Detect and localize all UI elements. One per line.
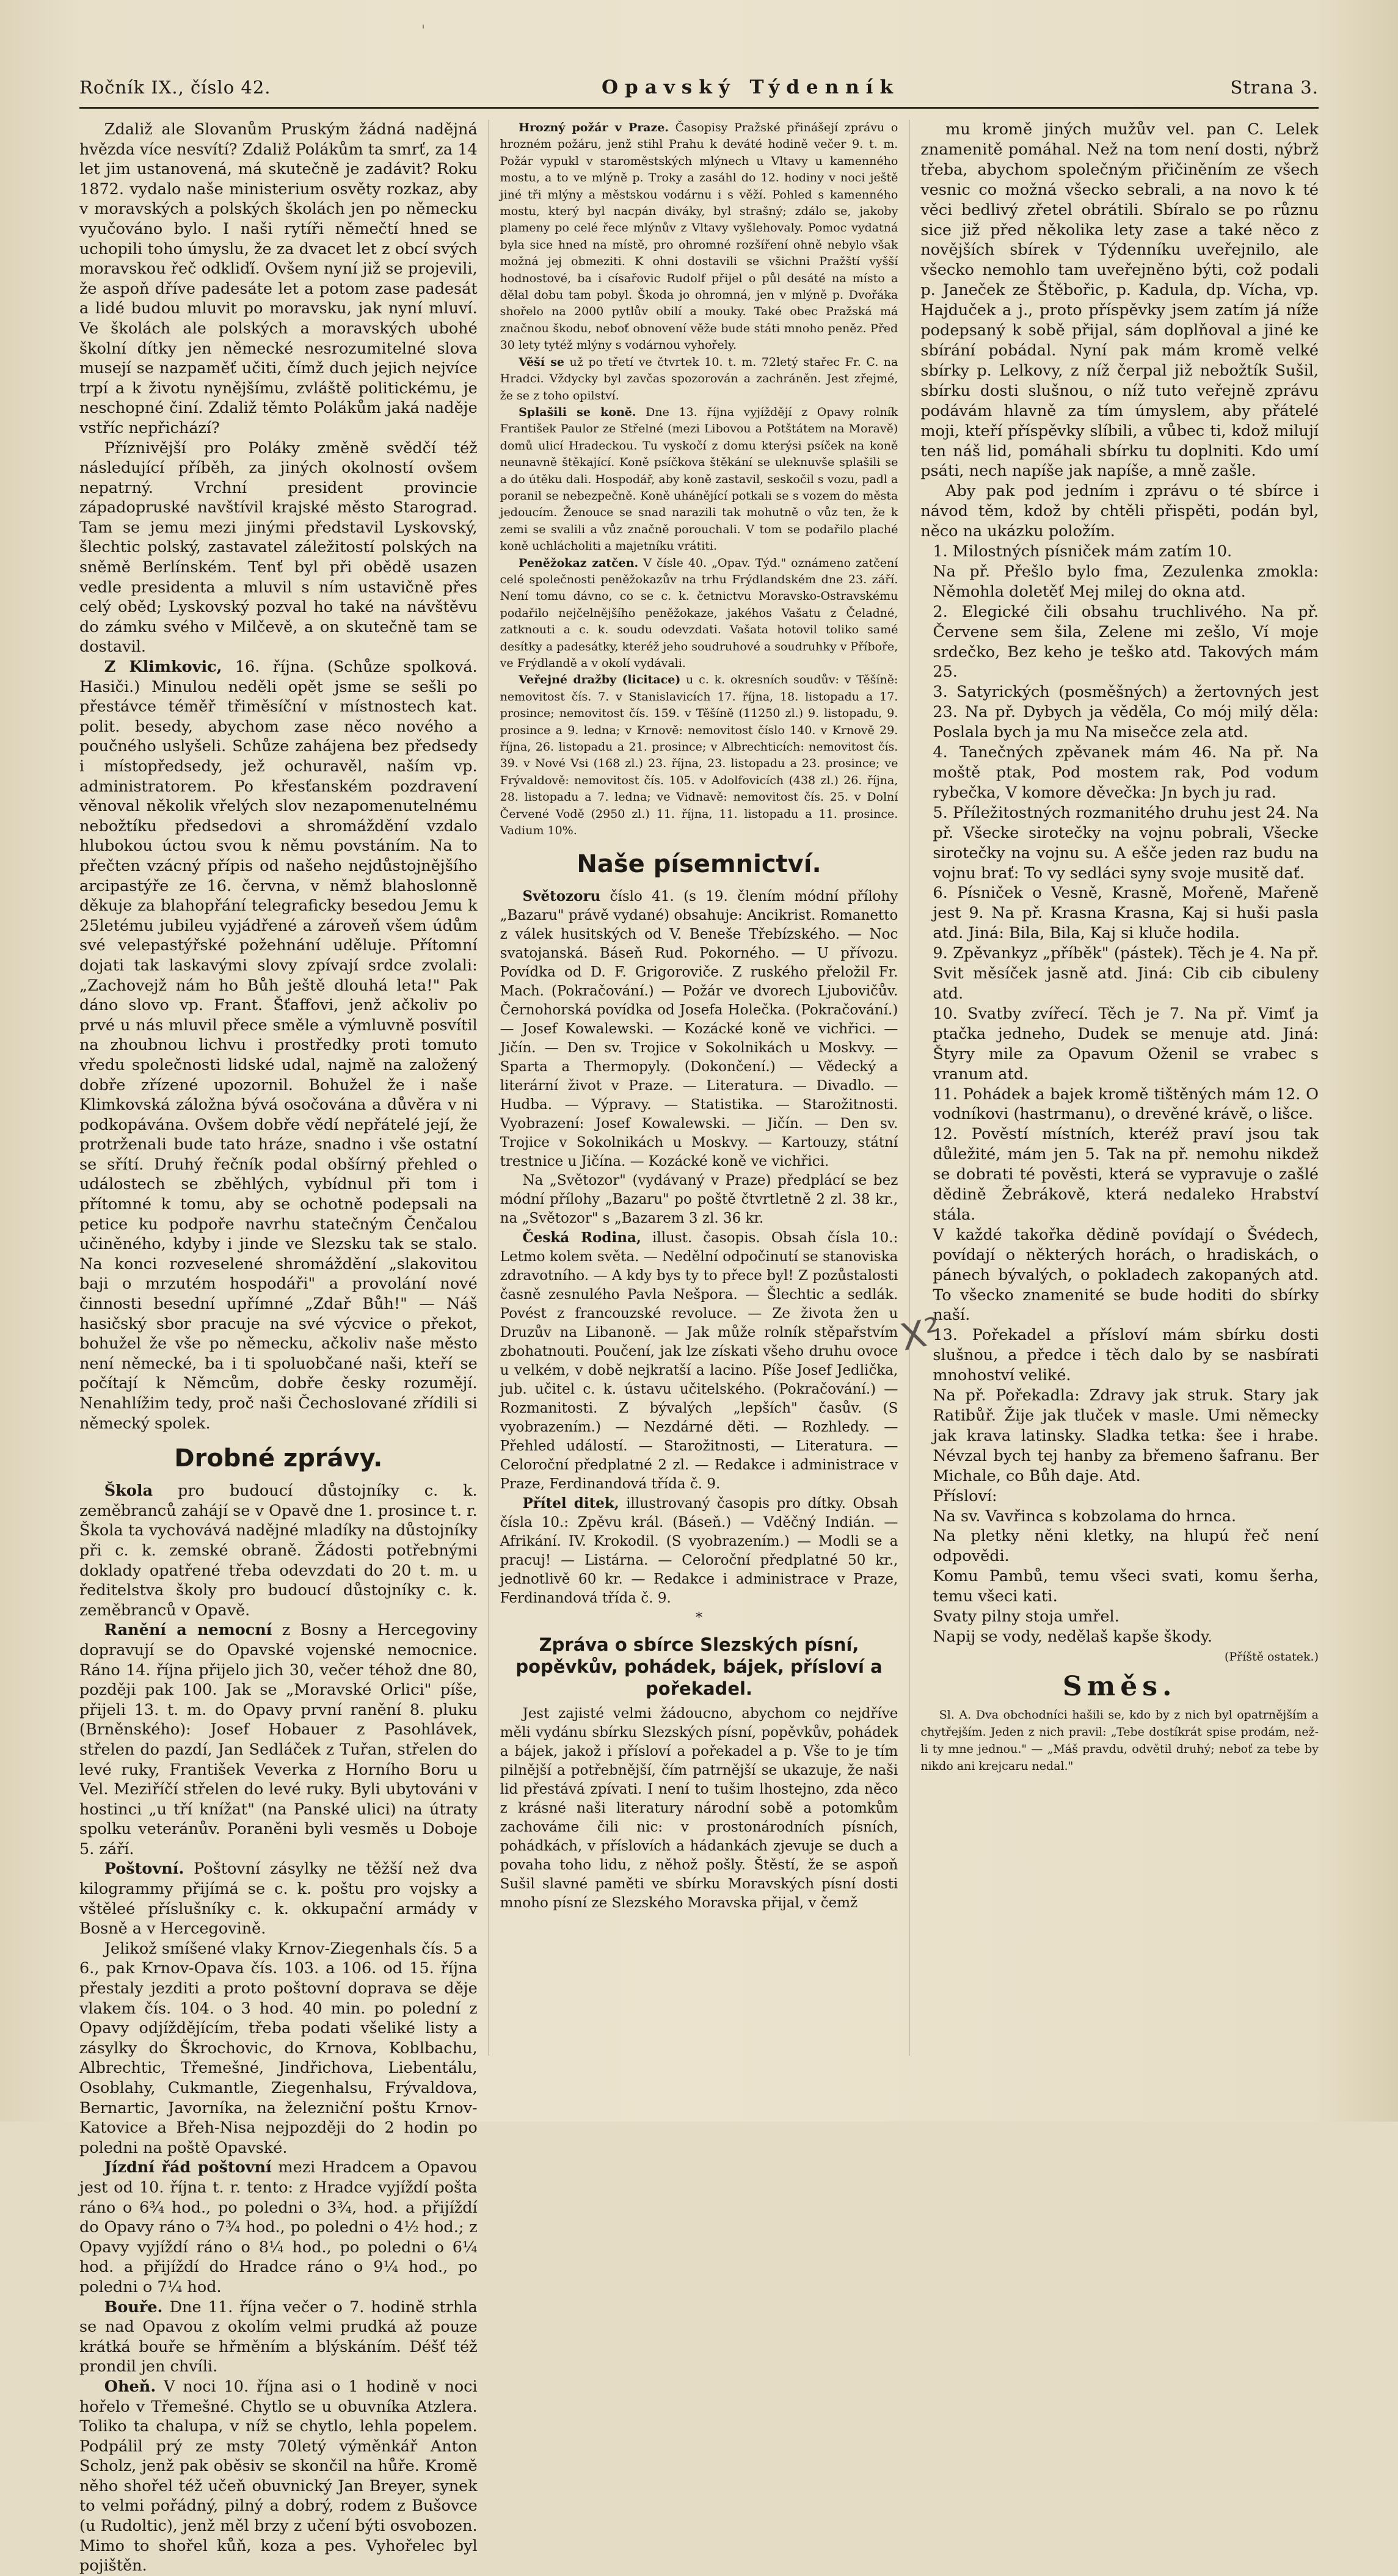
news-text: Na „Světozor" (vydávaný v Praze) předplácí se bez módní přílohy „Bazaru" po poště čtvrtletně 2 zl. 38 kr., na „Světozor" s „Bazarem 3 zl. 36 kr.: [500, 1173, 898, 1227]
news-lead: Poštovní.: [104, 1860, 184, 1879]
list-item: 12. Pověstí místních, kteréž praví jsou tak důležité, mám jen 5. Tak na př. nemohu nikdež se dobrati té pověsti, která se vypravuje o zašlé dědině Žebrákově, která nedaleko Hrabství stála.: [933, 1125, 1319, 1224]
news-text: illustrovaný časopis pro dítky. Obsah čísla 10.: Zpěvu král. (Báseň.) — Vděčný Indián. — Afrikání. IV. Krokodil. (S vyobrazením.) — Modli se a pracuj! — Listárna. — Celoroční předplatné 50 kr., jednotlivě 60 kr. — Redakce i administrace v Praze, Ferdinandová třída č. 9.: [500, 1496, 898, 1607]
list-item: Přísloví:: [933, 1486, 997, 1505]
news-lead: Bouře.: [104, 2298, 163, 2316]
corner-mark: ': [421, 23, 426, 38]
column-3: [909, 120, 1319, 2056]
news-lead: Věší se: [519, 355, 564, 369]
news-text: z Bosny a Hercegoviny dopravují se do Opavské vojenské nemocnice. Ráno 14. října přijelo jich 30, večer téhož dne 80, později pak 100. Jak se „Moravské Orlici" píše, přijeli 13. t. m. do Opavy první ranění 8. pluku (Brněnského): Josef Hobauer z Pasohlávek, střelen do pazdí, Jan Sedláček z Tuřan, střelen do levé ruky, František Veverka z Horního Boru u Vel. Meziříčí střelen do levé ruky. Byli ubytováni v hostinci „u tří knížat" (na Panské ulici) na útraty spolku veteránův. Poraněni byli vesměs u Doboje 5. září.: [79, 1621, 478, 1858]
news-lead: Přítel ditek,: [522, 1495, 619, 1512]
section-heading: Naše písemnictví.: [577, 850, 821, 879]
news-lead: Peněžokaz zatčen.: [519, 556, 639, 570]
list-item: 9. Zpěvankyz „příběk" (pástek). Těch je 4. Na př. Svit měsíček jasně atd. Jiná: Cib cib cibuleny atd.: [933, 944, 1319, 1003]
news-item: [79, 1481, 478, 1620]
news-item: [500, 404, 898, 555]
list-item: Svaty pilny stoja umřel.: [933, 1607, 1119, 1626]
news-item: [79, 2158, 478, 2297]
list-item: Na př. Pořekadla: Zdravy jak struk. Stary jak Ratibůř. Žije jak tluček v masle. Umi německy jak krava latinsky. Sladka tetka: šee i hrabe. Névzal bych tej hanby za břemeno šafranu. Ber Michale, co Bůh daje. Atd.: [933, 1386, 1319, 1485]
article-paragraph: Jest zajisté velmi žádoucno, abychom co nejdříve měli vydánu sbírku Slezských písní, popěvkův, pohádek a bájek, jakož i přísloví a pořekadel a p. Vše to je tím pilnější a potřebnější, čím patrnější se ukazuje, že naši lid přestává zpívati. I není to tušim lhostejno, zda něco z krásné naši literatury národní sobě a potomkům zachováme čili nic: v prostonárodních písních, pohádkách, v příslovích a hádankách zjevuje se duch a povaha toho lidu, z něhož pošly. Štěstí, že se aspoň Sušil slavné paměti ve sbírku Moravských písní dosti mnoho písní ze Slezského Moravska přijal, v čemž: [500, 1706, 898, 1912]
news-text: mezi Hradcem a Opavou jest od 10. října t. r. tento: z Hradce vyjíždí pošta ráno o 6¾ hod., po poledni o 3¾, hod. a přijíždí do Opavy ráno o 7¾ hod., po poledni o 4½ hod.; z Opavy vyjíždí ráno o 8¼ hod., po poledni o 6¼ hod. a přijíždí do Hradce ráno o 9¼ hod., po poledni o 7¼ hod.: [79, 2158, 478, 2296]
column-1: [79, 120, 478, 2575]
section-heading: Drobné zprávy.: [174, 1444, 383, 1473]
pencil-mark: X²: [897, 1309, 945, 1360]
news-item: [500, 354, 898, 404]
news-item: [79, 1620, 478, 1859]
list-item: 13. Pořekadel a přísloví mám sbírku dosti slušnou, a předce i těch dalo by se nasbírati mnohoství veliké.: [933, 1326, 1319, 1385]
page-number: Strana 3.: [1230, 77, 1319, 98]
news-item: [79, 2377, 478, 2576]
list-item: Na př. Přešlo bylo fma, Zezulenka zmokla: Němohla doletěť Mej milej do okna atd.: [933, 562, 1319, 601]
separator-star: *: [696, 1610, 702, 1626]
news-lead: Česká Rodina,: [522, 1229, 641, 1246]
news-lead: Škola: [104, 1482, 153, 1501]
list-item: Komu Pambů, temu všeci svati, komu šerha, temu všeci kati.: [933, 1567, 1319, 1606]
news-item: [500, 1171, 898, 1228]
news-item: [500, 1494, 898, 1608]
news-text: Poštovní zásylky ne těžší než dva kilogrammy přijímá se c. k. poštu pro vojsky a vštěleé příslušníky c. k. okkupační armády v Bosně a v Hercegovině.: [79, 1860, 478, 1938]
list-item: 1. Milostných písniček mám zatím 10.: [933, 542, 1232, 561]
news-item: [500, 1228, 898, 1494]
news-item: [500, 120, 898, 354]
section-heading: Zpráva o sbírce Slezských písní, popěvkův, pohádek, bájek, přísloví a pořekadel.: [515, 1634, 883, 1700]
masthead-title: Opavský Týdenník: [602, 76, 900, 98]
news-item: [500, 555, 898, 672]
news-lead: Splašili se koně.: [519, 405, 636, 419]
news-text: V noci 10. října asi o 1 hodině v noci hořelo v Třemešné. Chytlo se u obuvníka Atzlera. Toliko ta chalupa, v níž se chytlo, lehla popelem. Podpálil prý ze msty 70letý výměnkář Anton Scholz, jenž pak oběsiv se skončil na hůře. Kromě něho shořel též učeň obuvnický Jan Breyer, synek to velmi pořádný, pilný a dobrý, rodem z Bušovce (u Rudoltic), jenž měl brzy z učení býti osvobozen. Mimo to shořel kůň, koza a pes. Vyhořelec byl pojištěn.: [79, 2377, 478, 2575]
list-item: 2. Elegické čili obsahu truchlivého. Na př. Červene sem šila, Zelene mi zešlo, Ví moje srdečko, Bez keho je teško atd. Takových mám 25.: [933, 602, 1319, 682]
column-2: [489, 120, 898, 2056]
page-header: [79, 76, 1319, 109]
news-text: Časopisy Pražské přinášejí zprávu o hrozném požáru, jenž stihl Prahu k deváté hodině večer 9. t. m. Požár vypukl v staroměstských mlýnech u Vltavy u kamenného mostu, a to ve mlýně p. Troky a zasáhl do 12. hodiny v noci ještě jiné tři mlýny a městskou vodárnu i s věží. Pohled s kamenného mostu, který byl nacpán diváky, byl strašný; zdálo se, jakoby plameny po celé řece mlýnův z Vltavy vyšlehovaly. Pomoc vydatná byla sice hned na místě, pro ohromné rozšíření ohně nebylo však možná jej obmeziti. K ohni dostavili se všichni Pražští vyšší hodnostové, ba i císařovic Rudolf přijel o půl desáté na místo a dělal dobu tam pobyl. Škoda jo ohromná, jen v mlýně p. Dvořáka shořelo na 2000 pytlův obilí a mouky. Také obec Pražská má značnou škodu, neboť obnovení věže bude státi mnoho peněz. Před 30 lety tytéž mlýny s vodárnou vyhořely.: [500, 121, 898, 352]
list-item: 4. Tanečných zpěvanek mám 46. Na př. Na moště ptak, Pod mostem rak, Pod vodum rybečka, V komore děvečka: Jn bych ju rad.: [933, 743, 1319, 802]
news-text: Dne 11. října večer o 7. hodině strhla se nad Opavou z okolím velmi prudká až pouze krátká bouře se hřměním a blýskáním. Déšť též prondil jen chvíli.: [79, 2298, 478, 2376]
article-paragraph: Z Klimkovic, 16. října. (Schůze spolková. Hasiči.) Minulou neděli opět jsme se sešli po přestávce téměř třiměsíční v místnostech kat. polit. besedy, abychom zase něco nového a poučného uslyšeli. Schůze zahájena bez předsedy i místopředsedy, jež ochuravěl, naším vp. administratorem. Po křesťanském pozdravení věnoval několik vřelých slov nezapomenutelnému nebožtíku předsedovi a shromáždění vzdalo hlubokou úctou svou k němu povstáním. Na to přečten vzácný přípis od našeho nejdůstojnějšího arcipastýře ze 16. června, v němž blahoslonně děkuje za blahopřání telegraficky besedou Jemu k 25letému jubileu vyjádřené a zároveň všem údům své velepastýřské požehnání uděluje. Přítomní dojati tak laskavými slovy zpívají srdce zvolali: „Zachovejž nám ho Bůh ještě dlouhá leta!" Pak dáno slovo vp. Frant. Šťaffovi, jenž ačkoliv po prvé u nás mluvil přece směle a výmluvně posvítil na zhoubnou lichvu i prostředky proti tomuto vředu společnosti lidské udal, najmě na založený dobře zřízené upozornil. Bohužel že i naše Klimkovská záložna bývá osočována a důvěra v ni podkopávána. Ovšem dobře vědí nepřátelé její, že protrženali bude tato hráze, snadno i vše ostatní se sřítí. Druhý řečník podal obšírný přehled o událostech se zběhlých, vybídnul při tom i přítomné k tomu, aby se ochotně podepsali na petice ku podpoře navrhu statečným Čenčalou učiněného, kdyby i jinde ve Slezsku tak se stalo. Na konci rozveselené shromáždění „slakovitou baji o mrzutém hospodáři" a provolání nové činnosti besední upřímné „Zdař Bůh!" — Náš hasičský sbor pracuje na své výcvice o překot, bohužel že vše po německu, ačkoliv naše město není německé, ba i ti spoluobčané naši, kteří se počítají k Němcům, dobře česky rozumějí. Nenahlížim tedy, proč naši Čechoslované zřídili si německý spolek.: [79, 658, 478, 1433]
news-list: [500, 120, 898, 839]
list-item: Napij se vody, nedělaš kapše škody.: [933, 1627, 1213, 1646]
news-text: Dne 13. října vyjíždějí z Opavy rolník František Paulor ze Střelné (mezi Libovou a Potštátem na Moravě) domů ulicí Hradeckou. Tu vyskočí z domu kterýsi psíček na koně neunavně štěkající. Koně psíčkova štěkání se uleknuvše splašili se a do útěku dali. Hospodář, aby koně zastavil, seskočil s vozu, padl a poranil se nebezpečně. Koně uhánějící potkali se s vozem do města jedoucím. Ženouce se snad narazili tak mohutně o vůz ten, že k zemi se svalili a vůz značně porouchali. V tom se podařilo plaché koně uchlácholiti a majetníku vrátiti.: [500, 405, 898, 553]
collection-list: [920, 542, 1319, 1647]
news-item: [500, 672, 898, 839]
news-list: [79, 1481, 478, 2576]
news-text: illust. časopis. Obsah čísla 10.: Letmo kolem světa. — Nedělní odpočinutí se stanoviska zdravotního. — A kdy bys ty to přece byl! Z pozůstalosti časně zesnulého Pavla Nešpora. — Šlechtic a sedlák. Povést z francouzské revoluce. — Ze života žen u Druzův na Libanoně. — Jak může rolník stěpařstvím zbohatnouti. Poučení, jak lze získati všeho druhu ovoce u velkém, v době nejkratší a lacino. Píše Josef Jedlička, jub. učitel c. k. ústavu učitelského. (Pokračování.) — Rozmanitosti. Z bývalých „lepších" časův. (S vyobrazením.) — Nezdárné děti. — Rozhledy. — Přehled událostí. — Starožitnosti, — Literatura. — Celoroční předplatné 2 zl. — Redakce i administrace v Praze, Ferdinandová třída č. 9.: [500, 1230, 898, 1493]
news-lead: Hrozný požár v Praze.: [519, 121, 669, 134]
article-paragraph: Příznivější pro Poláky změně svědčí též následující příběh, za jiných okolností ovšem nepatrný. Vrchní president provincie západopruské navštívil krajské město Starograd. Tam se jemu mezi jinými představil Lyskovský, šlechtic polský, zastavatel záležitostí polských na sněmě Berlínském. Tenť byl při obědě usazen vedle presidenta a mluvil s ním ustavičně přes celý oběd; Lyskovský pozval ho také na návštěvu do zámku svého v Milčevě, a on skutečně tam se dostavil.: [79, 438, 478, 657]
news-text: V čísle 40. „Opav. Týd." oznámeno zatčení celé společnosti peněžokazův na trhu Frýdlandském dne 23. září. Není tomu dávno, co se c. k. četnictvu Moravsko-Ostravskému podařilo nejčelnějšího peněžokaze, jakéhos Vašatu z Čeladné, zatknouti a c. k. soudu odevzdati. Vašata hotovil toliko samé desítky a padesátky, kteréž jeho soudruhové a soudruhky v Příboře, ve Frýdlandě a v okolí vydávali.: [500, 556, 898, 670]
literature-list: [500, 887, 898, 1608]
article-paragraph: Zdaliž ale Slovanům Pruským žádná nadějná hvězda více nesvítí? Zdaliž Polákům ta smrť, za 14 let jim ustanovená, má skutečně je zadávit? Roku 1872. vydalo naše ministerium osvěty rozkaz, aby v moravských a polských školách jen po německu vyučováno bylo. I naši rytíři němečtí hned se uchopili toho úmyslu, že za dvacet let z obcí svých moravskou řeč odkliďí. Ovšem nyní již se projevili, že aspoň dříve padesáte let a potom zase padesát a lidé budou mluvit po moravsku, jak nyní mluví. Ve školách ale polských a moravských ubohé školní dítky jen německé nesrozumitelné slova musejí se nazpaměť učiti, čímž duch jejich nejvíce trpí a k životu nynějšímu, zvláště politickému, je neschopné činí. Zdaliž těmto Polákům jaká naděje vstříc nepřichází?: [79, 120, 478, 437]
list-item: 5. Příležitostných rozmanitého druhu jest 24. Na př. Všecke sirotečky na vojnu pobrali, Všecke sirotečky na vojnu su. A ešče jeden raz budu na vojnu brať: To vy sedláci syny svoje musitě dať.: [933, 803, 1319, 882]
article-lead: Z Klimkovic,: [104, 658, 222, 677]
list-item: V každé takořka dědině povídají o Švédech, povídají o některých horách, o hradiskách, o pánech bývalých, o pokladech zakopaných atd. To všecko znamenité se bude hoditi do sbírky naší.: [933, 1225, 1319, 1325]
continued-note: (Příště ostatek.): [1224, 1650, 1319, 1664]
list-item: 6. Písniček o Vesně, Krasně, Mořeně, Mařeně jest 9. Na př. Krasna Krasna, Kaj si huši pasla atd. Jiná: Bila, Bila, Kaj si kluče hodila.: [933, 884, 1319, 943]
news-item: [79, 1859, 478, 1938]
article-paragraph: mu kromě jiných mužův vel. pan C. Lelek znamenitě pomáhal. Než na tom není dosti, nýbrž třeba, abychom společným přičiněním ze všech vesnic co možná všecko sebrali, a na novo k té věci bedlivý zřetel obrátili. Sbíralo se po různu sice již před několika lety zase a také něco z novějších sbírek v Týdenníku uveřejnilo, ale všecko nemohlo tam uveřejněno býti, což podali p. Janeček ze Štěbořic, p. Kadula, dp. Vícha, vp. Hajduček a j., proto příspěvky jsem zatím já níže podepsaný k sobě přijal, sám doplňoval a jiné ke sbírání pobádal. Nyní pak mám kromě velké sbírky p. Lelkovy, z níž čerpal již nebožtík Sušil, sbírku dosti slušnou, o níž tuto veřejně zprávu podávám hlavně za tím úmyslem, aby přátelé moji, kteří příspěvky slíbili, a vůbec ti, kdož milují ten náš lid, pomáhali sbírku tu doplniti. Kdo umí psáti, nech napíše jak napíše, a mně zašle.: [920, 120, 1319, 481]
list-item: Na pletky něni kletky, na hlupú řeč není odpovědi.: [933, 1527, 1319, 1566]
section-heading: Směs.: [1062, 1670, 1177, 1702]
news-text: číslo 41. (s 19. člením módní přílohy „Bazaru" právě vydané) obsahuje: Ancikrist. Romanetto z válek husitských od V. Beneše Třebízského. — Noc svatojanská. Báseň Rud. Pokorného. — U přívozu. Povídka od D. F. Grigoroviče. Z ruského přeložil Fr. Mach. (Pokračování.) — Požár ve dvorech Ljubovičův. Černohorská povídka od Josefa Holečka. (Pokračování.) — Josef Kowalewski. — Kozácké koně ve vichřici. — Jičín. — Den sv. Trojice v Sokolnikách u Moskvy. — Sparta a Thermopyly. (Dokončení.) — Vědecký a literární život v Praze. — Literatura. — Divadlo. — Hudba. — Výpravy. — Statistika. — Starožitnosti. Vyobrazení: Josef Kowalewski. — Jičín. — Den sv. Trojice v Sokolnikách u Moskvy. — Kartouzy, státní trestnice u Jičína. — Kozácké koně ve vichřici.: [500, 889, 898, 1170]
news-lead: Oheň.: [104, 2377, 156, 2396]
list-item: Na sv. Vavřinca s kobzolama do hrnca.: [933, 1507, 1237, 1526]
news-lead: Jízdní řád poštovní: [104, 2158, 272, 2177]
news-item: [79, 2298, 478, 2377]
news-lead: Veřejné dražby (licitace): [519, 673, 681, 687]
news-lead: Světozoru: [522, 888, 601, 905]
news-item: [79, 1939, 478, 2158]
news-text: u c. k. okresních soudův: v Těšíně: nemovitost čís. 7. v Stanislavicích 17. října, 18. listopadu a 17. prosince; nemovitost čís. 159. v Těšíně (11250 zl.) 9. listopadu, 9. prosince a 9. ledna; v Krnově: nemovitost číslo 140. v Krnově 29. října, 26. listopadu a 21. prosince; v Albrechticích: nemovitost čís. 39. v Nové Vsi (168 zl.) 23. října, 23. listopadu a 23. prosince; ve Frývaldově: nemovitost čís. 105. v Adolfovicích (438 zl.) 26. října, 28. listopadu a 7. ledna; ve Vidnavě: nemovitost čís. 25. v Dolní Červené Vodě (2950 zl.) 11. října, 11. listopadu a 11. prosince. Vadium 10%.: [500, 673, 898, 838]
news-lead: Ranění a nemocní: [104, 1621, 272, 1640]
news-text: už po třetí ve čtvrtek 10. t. m. 72letý stařec Fr. C. na Hradci. Vždycky byl zavčas spozorován a zachráněn. Jest zřejmé, že se z toho opilství.: [500, 355, 898, 402]
news-text: pro budoucí důstojníky c. k. zeměbranců zahájí se v Opavě dne 1. prosince t. r. Škola ta vychovává nadějné mladíky na důstojníky při c. k. zemské obraně. Žádosti potřebnými doklady opatřené třeba odevzdati do 20 t. m. u ředitelstva školy pro budoucí důstojníky c. k. zeměbranců v Opavě.: [79, 1482, 478, 1620]
anecdote: Sl. A. Dva obchodníci hašili se, kdo by z nich byl opatrnějším a chytřejším. Jeden z nich pravil: „Tebe dostíkrát spise prodám, než-li ty mne jednou." — „Máš pravdu, odvětil druhý; neboť za tebe by nikdo ani krejcaru nedal.": [920, 1708, 1319, 1773]
news-item: [500, 887, 898, 1171]
article-paragraph: Aby pak pod jedním i zprávu o té sbírce i návod těm, kdož by chtěli přispěti, podán byl, něco na ukázku položím.: [920, 482, 1319, 541]
list-item: 10. Svatby zvířecí. Těch je 7. Na př. Vimť ja ptačka jedneho, Dudek se menuje atd. Jiná: Štyry mile za Opavum Oženil se vrabec s vranum atd.: [933, 1004, 1319, 1083]
columns: [79, 120, 1319, 2575]
news-text: Jelikož smíšené vlaky Krnov-Ziegenhals čís. 5 a 6., pak Krnov-Opava čís. 103. a 106. od 15. října přestaly jezditi a proto poštovní doprava se děje vlakem čís. 104. o 3 hod. 40 min. po polední z Opavy odjíždějícím, třeba podati všeliké listy a zásylky do Škrochovic, do Krnova, Koblbachu, Albrechtic, Třemešné, Jindřichova, Liebentálu, Osoblahy, Cukmantle, Ziegenhalsu, Frývaldova, Bernartic, Javorníka, na železniční poštu Krnov-Katovice a Břeh-Nisa nejpozději do 2 hodin po poledni na poště Opavské.: [79, 1939, 478, 2157]
list-item: 11. Pohádek a bajek kromě tištěných mám 12. O vodníkovi (hastrmanu), o drevěné krávě, o lišce.: [933, 1085, 1319, 1124]
list-item: 3. Satyrických (posměšných) a žertovných jest 23. Na př. Dybych ja věděla, Co mój milý děla: Poslala bych ja mu Na misečce zela atd.: [933, 683, 1319, 742]
issue-info: Ročník IX., číslo 42.: [79, 77, 271, 98]
